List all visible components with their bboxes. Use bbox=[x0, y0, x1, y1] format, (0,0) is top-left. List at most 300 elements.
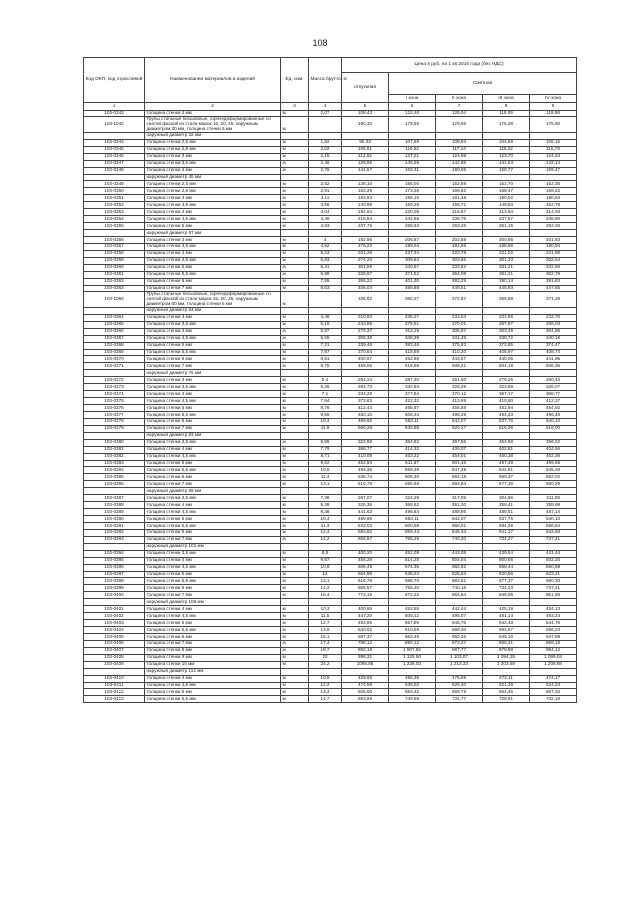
code-cell: 103-0360 bbox=[84, 264, 145, 271]
code-cell: 103-0366 bbox=[84, 328, 145, 335]
code-cell: 103-0405 bbox=[84, 633, 145, 640]
name-cell: толщина стенки 5,5 мм bbox=[145, 411, 281, 418]
price-release-cell: 455,28 bbox=[342, 557, 389, 564]
empty-cell bbox=[389, 432, 436, 439]
price-zone3-cell: 390,14 bbox=[483, 278, 530, 285]
price-zone4-cell: 238,90 bbox=[530, 216, 577, 223]
unit-cell: м bbox=[281, 640, 309, 647]
price-release-cell: 441,63 bbox=[342, 509, 389, 516]
empty-cell bbox=[483, 174, 530, 181]
price-zone3-cell: 677,39 bbox=[483, 481, 530, 488]
price-zone4-cell: 408,74 bbox=[530, 349, 577, 356]
empty-cell bbox=[530, 488, 577, 495]
name-cell: толщина стенки 2,5 мм bbox=[145, 139, 281, 146]
code-cell: 103-0393 bbox=[84, 536, 145, 543]
price-zone2-cell: 740,20 bbox=[436, 536, 483, 543]
code-cell: 103-0376 bbox=[84, 405, 145, 412]
price-zone4-cell: 586,84 bbox=[530, 522, 577, 529]
unit-cell: м bbox=[281, 620, 309, 627]
empty-cell bbox=[483, 432, 530, 439]
name-cell: толщина стенки 5,5 мм bbox=[145, 578, 281, 585]
table-row bbox=[84, 516, 577, 523]
empty-cell bbox=[309, 668, 342, 675]
code-cell: 103-0410 bbox=[84, 675, 145, 682]
price-zone3-cell: 542,43 bbox=[483, 620, 530, 627]
unit-cell: м bbox=[281, 522, 309, 529]
price-zone3-cell: 558,44 bbox=[483, 564, 530, 571]
name-cell: толщина стенки 4 мм bbox=[145, 250, 281, 257]
price-zone3-cell: 485,01 bbox=[483, 509, 530, 516]
price-zone2-cell: 281,50 bbox=[436, 377, 483, 384]
code-cell: 103-0379 bbox=[84, 425, 145, 432]
unit-cell: м bbox=[281, 195, 309, 202]
price-zone2-cell: 498,29 bbox=[436, 411, 483, 418]
price-zone4-cell: 618,00 bbox=[530, 425, 577, 432]
price-zone3-cell: 472,11 bbox=[483, 675, 530, 682]
price-zone3-cell: 452,94 bbox=[483, 405, 530, 412]
price-zone1-cell: 156,00 bbox=[389, 181, 436, 188]
empty-cell bbox=[436, 307, 483, 314]
price-zone2-cell: 987,77 bbox=[436, 647, 483, 654]
table-row bbox=[84, 188, 577, 195]
unit-cell: м bbox=[281, 536, 309, 543]
price-zone1-cell: 696,69 bbox=[389, 481, 436, 488]
unit-cell: м bbox=[281, 216, 309, 223]
price-zone4-cell: 506,35 bbox=[530, 363, 577, 370]
code-cell: 103-0369 bbox=[84, 349, 145, 356]
price-zone2-cell: 239,76 bbox=[436, 216, 483, 223]
code-cell: 103-0352 bbox=[84, 202, 145, 209]
price-release-cell: 95,33 bbox=[342, 139, 389, 146]
price-zone4-cell: 124,24 bbox=[530, 153, 577, 160]
price-zone4-cell: 304,86 bbox=[530, 328, 577, 335]
price-zone2-cell: 124,68 bbox=[436, 153, 483, 160]
price-zone2-cell: 589,01 bbox=[436, 522, 483, 529]
price-zone4-cell: 169,22 bbox=[530, 188, 577, 195]
code-cell: 103-0392 bbox=[84, 529, 145, 536]
price-release-cell: 370,54 bbox=[342, 349, 389, 356]
price-zone3-cell: 641,17 bbox=[483, 529, 530, 536]
code-cell: 103-0400 bbox=[84, 592, 145, 599]
price-zone2-cell: 181,48 bbox=[436, 195, 483, 202]
price-zone3-cell: 1 203,69 bbox=[483, 661, 530, 668]
mass-cell: 1,82 bbox=[309, 139, 342, 146]
empty-cell bbox=[530, 230, 577, 237]
price-zone3-cell: 301,23 bbox=[483, 257, 530, 264]
price-zone1-cell: 1 007,82 bbox=[389, 647, 436, 654]
code-cell: 103-0375 bbox=[84, 398, 145, 405]
mass-cell: 7,1 bbox=[309, 391, 342, 398]
price-zone2-cell: 542,07 bbox=[436, 516, 483, 523]
code-cell: 103-0354 bbox=[84, 216, 145, 223]
price-zone4-cell: 214,93 bbox=[530, 209, 577, 216]
price-zone1-cell: 107,69 bbox=[389, 139, 436, 146]
price-zone3-cell: 537,76 bbox=[483, 418, 530, 425]
index-cell: 3 bbox=[281, 103, 309, 111]
unit-cell: м bbox=[281, 633, 309, 640]
code-cell: 103-0380 bbox=[84, 439, 145, 446]
name-cell: толщина стенки 4 мм bbox=[145, 167, 281, 174]
unit-cell: м bbox=[281, 188, 309, 195]
empty-cell bbox=[436, 668, 483, 675]
code-cell: 103-0364 bbox=[84, 314, 145, 321]
empty-cell bbox=[530, 668, 577, 675]
unit-cell: м bbox=[281, 257, 309, 264]
code-cell: 103-0365 bbox=[84, 321, 145, 328]
name-cell: толщина стенки 3,5 мм bbox=[145, 160, 281, 167]
unit-cell: м bbox=[281, 467, 309, 474]
price-zone3-cell: 141,53 bbox=[483, 160, 530, 167]
empty-cell bbox=[436, 370, 483, 377]
price-zone1-cell: 452,60 bbox=[389, 356, 436, 363]
table-row bbox=[84, 264, 577, 271]
price-zone2-cell: 669,79 bbox=[436, 689, 483, 696]
empty-cell bbox=[281, 543, 309, 550]
price-zone2-cell: 222,78 bbox=[436, 250, 483, 257]
price-zone1-cell: 632,88 bbox=[389, 425, 436, 432]
name-cell: толщина стенки 5 мм bbox=[145, 405, 281, 412]
unit-cell: м bbox=[281, 425, 309, 432]
empty-cell bbox=[436, 488, 483, 495]
price-zone2-cell: 413,89 bbox=[436, 398, 483, 405]
price-zone4-cell: 412,37 bbox=[530, 398, 577, 405]
price-zone3-cell: 149,83 bbox=[483, 202, 530, 209]
price-zone2-cell: 646,34 bbox=[436, 529, 483, 536]
price-release-cell: 339,46 bbox=[342, 342, 389, 349]
unit-cell: м bbox=[281, 564, 309, 571]
price-release-cell: 493,85 bbox=[342, 620, 389, 627]
unit-cell: м bbox=[281, 405, 309, 412]
price-zone3-cell: 491,14 bbox=[483, 613, 530, 620]
price-zone4-cell: 447,85 bbox=[530, 285, 577, 292]
price-zone3-cell: 158,77 bbox=[483, 167, 530, 174]
price-zone2-cell: 125,04 bbox=[436, 110, 483, 117]
price-zone3-cell: 979,88 bbox=[483, 647, 530, 654]
price-release-cell: 452,93 bbox=[342, 460, 389, 467]
empty-cell bbox=[342, 132, 389, 139]
price-zone1-cell: 309,84 bbox=[389, 257, 436, 264]
unit-cell: м bbox=[281, 689, 309, 696]
unit-cell: м bbox=[281, 328, 309, 335]
table-row bbox=[84, 460, 577, 467]
code-cell: 103-0407 bbox=[84, 647, 145, 654]
price-zone4-cell: 680,29 bbox=[530, 481, 577, 488]
code-cell: 103-1060 bbox=[84, 292, 145, 307]
price-zone1-cell: 574,35 bbox=[389, 564, 436, 571]
code-cell: 103-0355 bbox=[84, 223, 145, 230]
code-cell: 103-0346 bbox=[84, 153, 145, 160]
price-zone1-cell: 557,89 bbox=[389, 620, 436, 627]
mass-cell: 11,9 bbox=[309, 425, 342, 432]
price-zone4-cell: 540,10 bbox=[530, 418, 577, 425]
price-zone3-cell: 615,36 bbox=[483, 425, 530, 432]
unit-cell: м bbox=[281, 384, 309, 391]
unit-cell: м bbox=[281, 571, 309, 578]
code-cell: 103-0411 bbox=[84, 682, 145, 689]
index-cell: 1 bbox=[84, 103, 145, 111]
empty-cell bbox=[309, 174, 342, 181]
unit-cell: м bbox=[281, 529, 309, 536]
table-row bbox=[84, 633, 577, 640]
code-cell: 103-0351 bbox=[84, 195, 145, 202]
code-cell: 103-0403 bbox=[84, 620, 145, 627]
price-zone4-cell: 643,93 bbox=[530, 529, 577, 536]
empty-cell bbox=[342, 432, 389, 439]
mass-cell: 14,2 bbox=[309, 585, 342, 592]
header-row-1 bbox=[84, 58, 577, 73]
price-release-cell: 536,74 bbox=[342, 474, 389, 481]
unit-cell: м bbox=[281, 398, 309, 405]
code-cell: 103-0374 bbox=[84, 391, 145, 398]
header-mass: Масса брутто, кг bbox=[309, 58, 342, 103]
unit-cell: м bbox=[281, 314, 309, 321]
code-cell bbox=[84, 230, 145, 237]
code-cell: 103-0359 bbox=[84, 257, 145, 264]
index-cell: 7 bbox=[436, 103, 483, 111]
price-zone1-cell: 683,42 bbox=[389, 689, 436, 696]
code-cell: 103-0389 bbox=[84, 509, 145, 516]
name-cell: толщина стенки 5 мм bbox=[145, 223, 281, 230]
price-zone1-cell: 371,52 bbox=[389, 271, 436, 278]
empty-cell bbox=[483, 488, 530, 495]
unit-cell: м bbox=[281, 460, 309, 467]
price-release-cell: 450,10 bbox=[342, 411, 389, 418]
mass-cell: 4,93 bbox=[309, 223, 342, 230]
price-zone4-cell: 356,22 bbox=[530, 439, 577, 446]
code-cell: 103-0356 bbox=[84, 236, 145, 243]
name-cell: толщина стенки 7 мм bbox=[145, 285, 281, 292]
table-row bbox=[84, 467, 577, 474]
table-row bbox=[84, 250, 577, 257]
empty-cell bbox=[281, 668, 309, 675]
price-zone2-cell: 215,67 bbox=[436, 209, 483, 216]
unit-cell: м bbox=[281, 675, 309, 682]
mass-cell: 10,4 bbox=[309, 418, 342, 425]
price-zone4-cell: 142,14 bbox=[530, 160, 577, 167]
price-zone4-cell: 544,76 bbox=[530, 620, 577, 627]
price-release-cell: 182,96 bbox=[342, 236, 389, 243]
mass-cell: 4,04 bbox=[309, 209, 342, 216]
price-zone2-cell: 152,89 bbox=[436, 181, 483, 188]
price-zone3-cell: 331,21 bbox=[483, 264, 530, 271]
price-zone4-cell: 524,24 bbox=[530, 682, 577, 689]
price-zone3-cell: 734,27 bbox=[483, 536, 530, 543]
price-zone4-cell: 667,34 bbox=[530, 689, 577, 696]
name-cell: толщина стенки 2,8 мм bbox=[145, 188, 281, 195]
section-row bbox=[84, 488, 577, 495]
price-release-cell: 616,78 bbox=[342, 481, 389, 488]
unit-cell: м bbox=[281, 411, 309, 418]
table-row bbox=[84, 502, 577, 509]
name-cell: толщина стенки 7 мм bbox=[145, 481, 281, 488]
unit-cell: м bbox=[281, 661, 309, 668]
empty-cell bbox=[530, 370, 577, 377]
code-cell: 103-0345 bbox=[84, 146, 145, 153]
price-zone4-cell: 647,88 bbox=[530, 633, 577, 640]
code-cell: 103-0371 bbox=[84, 363, 145, 370]
empty-cell bbox=[436, 599, 483, 606]
name-cell: толщина стенки 5 мм bbox=[145, 620, 281, 627]
name-cell: толщина стенки 7 мм bbox=[145, 536, 281, 543]
name-cell: толщина стенки 4 мм bbox=[145, 502, 281, 509]
mass-cell: 13,4 bbox=[309, 689, 342, 696]
mass-cell bbox=[309, 117, 342, 132]
price-zone4-cell: 116,79 bbox=[530, 146, 577, 153]
unit-cell: м bbox=[281, 696, 309, 703]
mass-cell: 22 bbox=[309, 654, 342, 661]
price-zone4-cell: 545,28 bbox=[530, 467, 577, 474]
price-zone1-cell: 324,28 bbox=[389, 495, 436, 502]
price-release-cell: 254,24 bbox=[342, 377, 389, 384]
price-zone1-cell: 452,09 bbox=[389, 550, 436, 557]
empty-cell bbox=[281, 132, 309, 139]
empty-cell bbox=[436, 432, 483, 439]
code-cell: 103-0358 bbox=[84, 250, 145, 257]
price-release-cell: 772,15 bbox=[342, 592, 389, 599]
price-zone4-cell: 560,88 bbox=[530, 564, 577, 571]
price-zone4-cell: 434,13 bbox=[530, 606, 577, 613]
price-zone4-cell: 175,90 bbox=[530, 117, 577, 132]
name-cell: толщина стенки 4 мм bbox=[145, 110, 281, 117]
empty-cell bbox=[436, 132, 483, 139]
name-cell: толщина стенки 6 мм bbox=[145, 529, 281, 536]
price-zone2-cell: 375,83 bbox=[436, 342, 483, 349]
price-zone2-cell: 475,69 bbox=[436, 675, 483, 682]
price-zone3-cell: 338,72 bbox=[483, 335, 530, 342]
name-cell: толщина стенки 7 мм bbox=[145, 640, 281, 647]
price-zone2-cell: 562,92 bbox=[436, 564, 483, 571]
code-cell: 103-0408 bbox=[84, 654, 145, 661]
unit-cell: м bbox=[281, 349, 309, 356]
price-zone4-cell: 362,78 bbox=[530, 271, 577, 278]
price-release-cell: 105,81 bbox=[342, 146, 389, 153]
price-release-cell: 301,59 bbox=[342, 264, 389, 271]
section-label: наружный диаметр 45 мм bbox=[145, 174, 281, 181]
empty-cell bbox=[389, 543, 436, 550]
price-zone3-cell: 231,66 bbox=[483, 314, 530, 321]
unit-cell: м bbox=[281, 647, 309, 654]
name-cell: толщина стенки 4 мм bbox=[145, 328, 281, 335]
price-zone3-cell: 537,76 bbox=[483, 516, 530, 523]
mass-cell: 9,67 bbox=[309, 557, 342, 564]
unit-cell: м bbox=[281, 342, 309, 349]
page-number: 108 bbox=[312, 38, 328, 48]
price-zone2-cell: 270,01 bbox=[436, 321, 483, 328]
header-name: Наименование материалов и изделий bbox=[145, 58, 281, 103]
empty-cell bbox=[342, 488, 389, 495]
price-zone1-cell: 514,28 bbox=[389, 557, 436, 564]
price-zone2-cell: 682,84 bbox=[436, 481, 483, 488]
table-row bbox=[84, 509, 577, 516]
price-zone2-cell: 501,46 bbox=[436, 460, 483, 467]
table-row bbox=[84, 391, 577, 398]
name-cell: толщина стенки 3,5 мм bbox=[145, 321, 281, 328]
mass-cell: 12,4 bbox=[309, 529, 342, 536]
index-cell: 4 bbox=[309, 103, 342, 111]
price-zone1-cell: 755,26 bbox=[389, 536, 436, 543]
price-zone4-cell: 474,17 bbox=[530, 675, 577, 682]
code-cell: 103-0391 bbox=[84, 522, 145, 529]
code-cell: 103-0348 bbox=[84, 167, 145, 174]
table-row bbox=[84, 411, 577, 418]
mass-cell: 10,9 bbox=[309, 675, 342, 682]
code-cell: 103-0367 bbox=[84, 335, 145, 342]
price-zone1-cell: 638,23 bbox=[389, 571, 436, 578]
price-zone1-cell: 1 238,03 bbox=[389, 661, 436, 668]
unit-cell: м bbox=[281, 243, 309, 250]
section-label: наружный диаметр 57 мм bbox=[145, 230, 281, 237]
price-zone1-cell: 364,82 bbox=[389, 439, 436, 446]
table-row bbox=[84, 578, 577, 585]
unit-cell: м bbox=[281, 321, 309, 328]
name-cell: толщина стенки 5 мм bbox=[145, 264, 281, 271]
price-zone3-cell: 261,15 bbox=[483, 223, 530, 230]
empty-cell bbox=[281, 370, 309, 377]
code-cell: 103-0401 bbox=[84, 606, 145, 613]
price-zone3-cell: 425,19 bbox=[483, 606, 530, 613]
code-cell: 103-0388 bbox=[84, 502, 145, 509]
table-row bbox=[84, 453, 577, 460]
price-zone3-cell: 369,88 bbox=[483, 292, 530, 307]
price-release-cell: 373,83 bbox=[342, 398, 389, 405]
price-zone3-cell: 410,60 bbox=[483, 398, 530, 405]
table-row bbox=[84, 522, 577, 529]
section-row bbox=[84, 432, 577, 439]
code-cell: 103-0385 bbox=[84, 474, 145, 481]
price-zone2-cell: 734,77 bbox=[436, 696, 483, 703]
price-zone4-cell: 499,65 bbox=[530, 460, 577, 467]
price-zone4-cell: 159,47 bbox=[530, 167, 577, 174]
price-zone1-cell: 206,67 bbox=[389, 236, 436, 243]
price-table-body bbox=[84, 58, 577, 703]
price-zone3-cell: 865,41 bbox=[483, 640, 530, 647]
price-release-cell: 176,22 bbox=[342, 243, 389, 250]
price-zone1-cell: 119,52 bbox=[389, 146, 436, 153]
price-zone4-cell: 487,14 bbox=[530, 509, 577, 516]
price-zone4-cell: 232,70 bbox=[530, 314, 577, 321]
price-zone4-cell: 592,02 bbox=[530, 474, 577, 481]
table-row bbox=[84, 654, 577, 661]
price-zone1-cell: 498,84 bbox=[389, 509, 436, 516]
section-label: наружный диаметр 102 мм bbox=[145, 543, 281, 550]
mass-cell: 2,46 bbox=[309, 160, 342, 167]
price-release-cell: 400,66 bbox=[342, 606, 389, 613]
name-cell: толщина стенки 3,5 мм bbox=[145, 202, 281, 209]
price-zone1-cell: 199,04 bbox=[389, 243, 436, 250]
table-row bbox=[84, 627, 577, 634]
table-row bbox=[84, 160, 577, 167]
price-zone4-cell: 325,07 bbox=[530, 384, 577, 391]
empty-cell bbox=[436, 543, 483, 550]
unit-cell: м bbox=[281, 474, 309, 481]
name-cell: толщина стенки 5,5 мм bbox=[145, 522, 281, 529]
price-zone2-cell: 364,08 bbox=[436, 271, 483, 278]
header-price: Цена в руб. на 1 кв 2016 года (без НДС) bbox=[342, 58, 577, 73]
price-zone4-cell: 152,35 bbox=[530, 181, 577, 188]
price-zone3-cell: 151,70 bbox=[483, 181, 530, 188]
mass-cell: 8,63 bbox=[309, 285, 342, 292]
price-zone1-cell: 227,34 bbox=[389, 250, 436, 257]
mass-cell: 13,1 bbox=[309, 481, 342, 488]
name-cell: толщина стенки 5 мм bbox=[145, 516, 281, 523]
code-cell: 103-0397 bbox=[84, 571, 145, 578]
name-cell: толщина стенки 4 мм bbox=[145, 557, 281, 564]
code-cell: 103-0413 bbox=[84, 696, 145, 703]
section-label: наружный диаметр 114 мм bbox=[145, 668, 281, 675]
header-zone-1: I зона bbox=[389, 95, 436, 103]
price-zone3-cell: 123,70 bbox=[483, 153, 530, 160]
price-zone4-cell: 221,98 bbox=[530, 250, 577, 257]
